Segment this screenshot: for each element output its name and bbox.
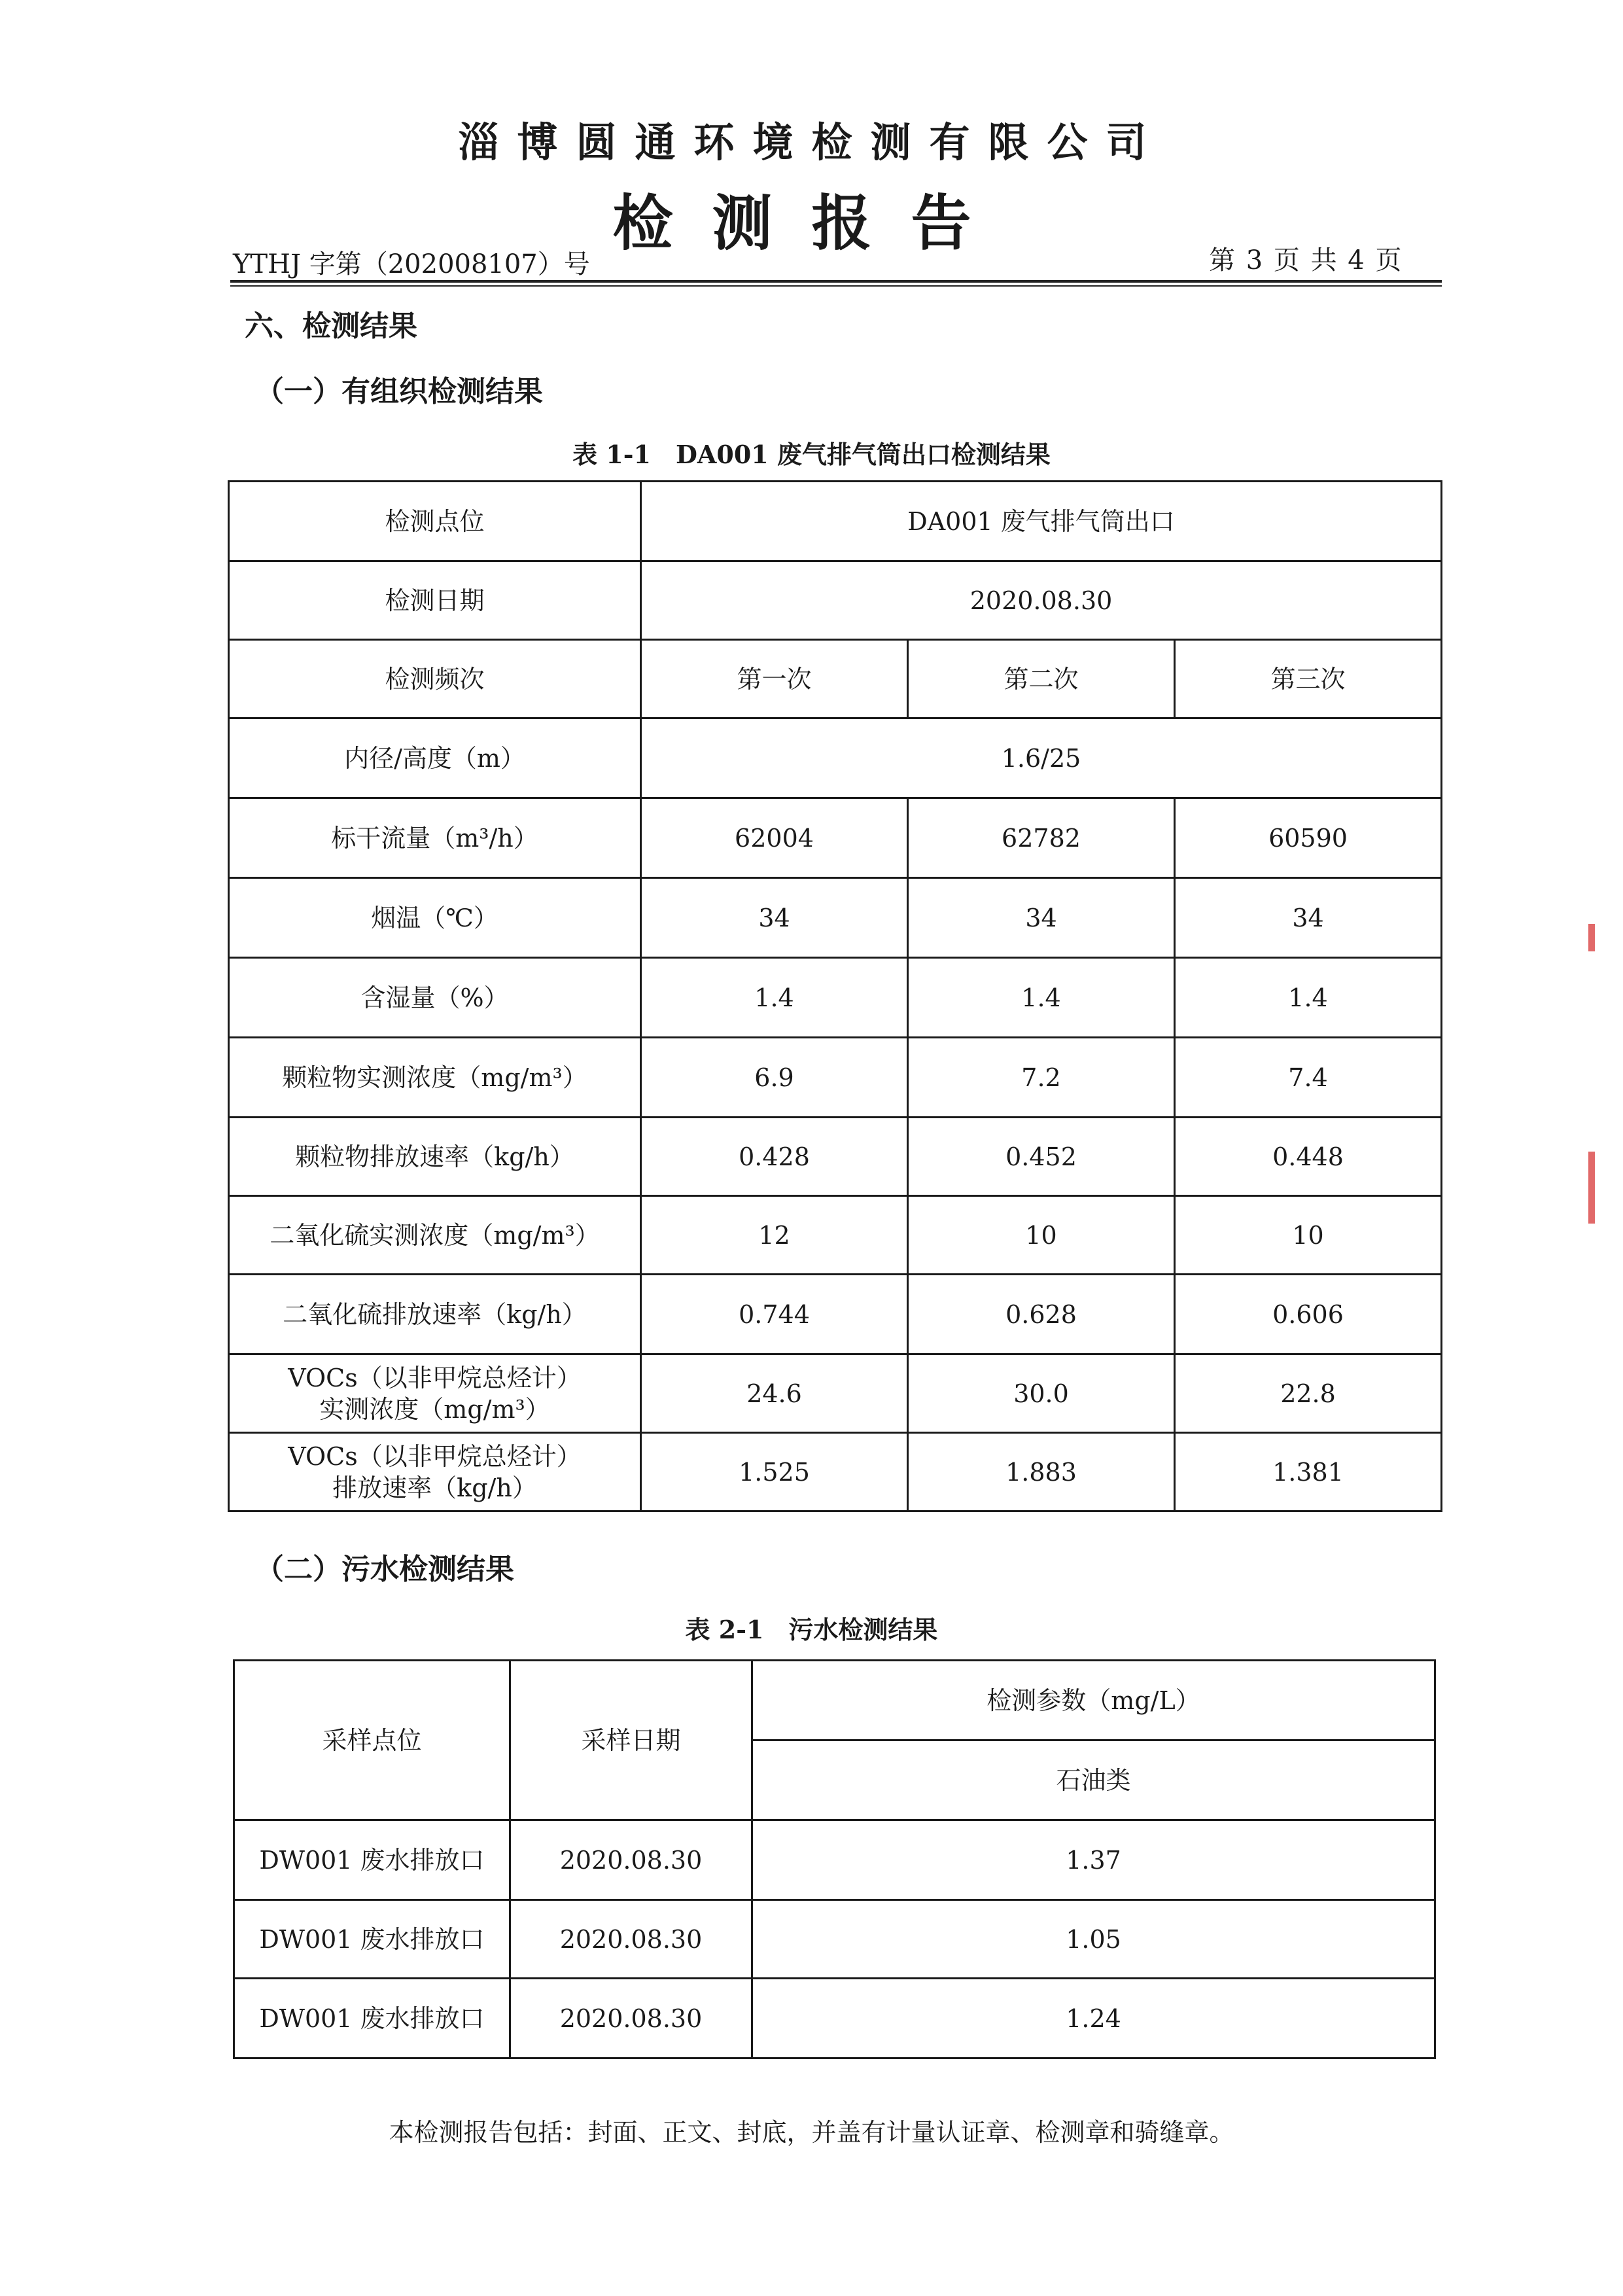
company-name: 淄博圆通环境检测有限公司: [458, 118, 1165, 166]
table-cell: 34: [641, 878, 908, 958]
table-row: [229, 1275, 1442, 1354]
header-divider-thin: [230, 285, 1442, 287]
table-cell: 0.628: [908, 1275, 1175, 1354]
row-label: 烟温（℃）: [229, 878, 641, 958]
row-label-line: 排放速率（kg/h）: [332, 1473, 537, 1502]
row-label: 含湿量（%）: [229, 958, 641, 1038]
table-cell: 1.37: [752, 1820, 1435, 1900]
table-cell: 1.525: [641, 1433, 908, 1511]
table-row: [229, 1433, 1442, 1511]
page-indicator: 第 3 页 共 4 页: [1209, 245, 1403, 275]
freq-header: 第二次: [908, 640, 1175, 718]
row-label: 检测点位: [229, 482, 641, 561]
table-cell: 0.452: [908, 1118, 1175, 1196]
table-row: [229, 1118, 1442, 1196]
table-row: [229, 1354, 1442, 1433]
row-label-line: VOCs（以非甲烷总烃计）: [288, 1441, 582, 1471]
table-cell: 0.606: [1175, 1275, 1442, 1354]
table-cell: 34: [908, 878, 1175, 958]
table1-caption: 表 1-1 DA001 废气排气筒出口检测结果: [572, 440, 1051, 469]
row-label-line: 实测浓度（mg/m³）: [319, 1394, 550, 1424]
column-header: 采样点位: [234, 1661, 510, 1820]
table-cell: 10: [1175, 1196, 1442, 1275]
table-row: [229, 878, 1442, 958]
row-label: 颗粒物排放速率（kg/h）: [229, 1118, 641, 1196]
table-row: [229, 958, 1442, 1038]
freq-header: 第三次: [1175, 640, 1442, 718]
table-cell: 6.9: [641, 1038, 908, 1118]
table-cell: DW001 废水排放口: [234, 1820, 510, 1900]
table-cell: 1.381: [1175, 1433, 1442, 1511]
freq-header: 第一次: [641, 640, 908, 718]
table-row: [234, 1820, 1435, 1900]
table-cell: 60590: [1175, 798, 1442, 878]
column-header: 采样日期: [510, 1661, 752, 1820]
table-cell: 7.2: [908, 1038, 1175, 1118]
table-cell: 1.4: [908, 958, 1175, 1038]
table-row: [229, 640, 1442, 718]
table-cell: 0.428: [641, 1118, 908, 1196]
wastewater-results-table: [233, 1659, 1436, 2059]
section-organized-heading: （一）有组织检测结果: [255, 375, 543, 408]
row-label: 二氧化硫排放速率（kg/h）: [229, 1275, 641, 1354]
row-label: 检测日期: [229, 561, 641, 640]
table-cell: 1.4: [1175, 958, 1442, 1038]
row-label-line: VOCs（以非甲烷总烃计）: [288, 1363, 582, 1392]
table-row: [229, 1196, 1442, 1275]
point-value: DA001 废气排气筒出口: [641, 482, 1442, 561]
row-label: 二氧化硫实测浓度（mg/m³）: [229, 1196, 641, 1275]
table-cell: 12: [641, 1196, 908, 1275]
table-cell: 1.4: [641, 958, 908, 1038]
date-value: 2020.08.30: [641, 561, 1442, 640]
table-cell: DW001 废水排放口: [234, 1979, 510, 2058]
table-cell: 22.8: [1175, 1354, 1442, 1433]
row-label: 内径/高度（m）: [229, 718, 641, 798]
row-label: 颗粒物实测浓度（mg/m³）: [229, 1038, 641, 1118]
report-title: 检测报告: [612, 188, 1011, 258]
seam-stamp-mark: [1588, 924, 1595, 951]
table-row: [229, 482, 1442, 561]
row-label: 标干流量（m³/h）: [229, 798, 641, 878]
table-cell: 24.6: [641, 1354, 908, 1433]
table-cell: 0.448: [1175, 1118, 1442, 1196]
table-row: [229, 561, 1442, 640]
table2-caption: 表 2-1 污水检测结果: [685, 1615, 938, 1644]
table-row: [234, 1979, 1435, 2058]
table-cell: 2020.08.30: [510, 1820, 752, 1900]
table-cell: 10: [908, 1196, 1175, 1275]
row-label: 检测频次: [229, 640, 641, 718]
table-row: [229, 1038, 1442, 1118]
table-row: [229, 798, 1442, 878]
section-wastewater-heading: （二）污水检测结果: [255, 1553, 514, 1586]
report-number: YTHJ 字第（202008107）号: [233, 249, 590, 279]
section-results-heading: 六、检测结果: [245, 309, 417, 343]
table-cell: 2020.08.30: [510, 1900, 752, 1979]
exhaust-results-table: [228, 480, 1442, 1512]
table-cell: 30.0: [908, 1354, 1175, 1433]
row-label: [229, 1354, 641, 1433]
table-cell: DW001 废水排放口: [234, 1900, 510, 1979]
table-cell: 1.24: [752, 1979, 1435, 2058]
table-cell: 34: [1175, 878, 1442, 958]
table-cell: 1.883: [908, 1433, 1175, 1511]
table-cell: 62004: [641, 798, 908, 878]
table-cell: 2020.08.30: [510, 1979, 752, 2058]
column-header: 石油类: [752, 1740, 1435, 1820]
table-header-row: [234, 1661, 1435, 1740]
row-label: [229, 1433, 641, 1511]
size-value: 1.6/25: [641, 718, 1442, 798]
table-cell: 1.05: [752, 1900, 1435, 1979]
seam-stamp-mark: [1588, 1152, 1595, 1224]
table-row: [229, 718, 1442, 798]
table-cell: 62782: [908, 798, 1175, 878]
column-header: 检测参数（mg/L）: [752, 1661, 1435, 1740]
table-cell: 7.4: [1175, 1038, 1442, 1118]
table-row: [234, 1900, 1435, 1979]
footer-note: 本检测报告包括：封面、正文、封底，并盖有计量认证章、检测章和骑缝章。: [389, 2118, 1234, 2147]
header-divider: [230, 280, 1442, 283]
table-cell: 0.744: [641, 1275, 908, 1354]
